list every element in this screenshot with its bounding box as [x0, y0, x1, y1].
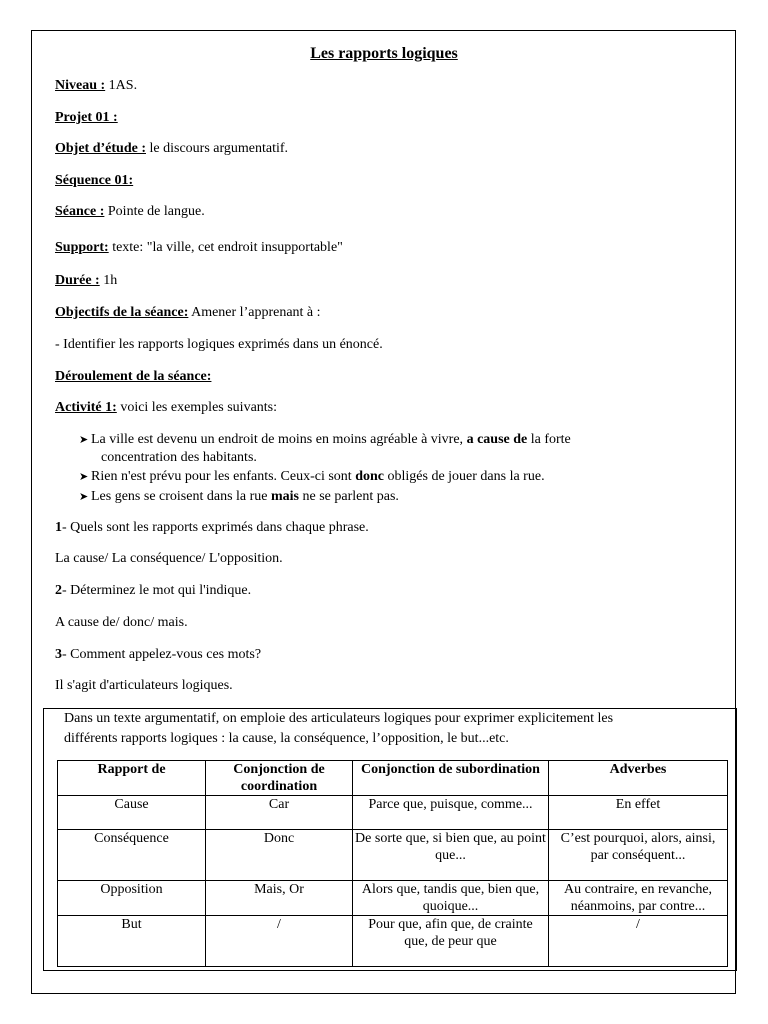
table-cell: De sorte que, si bien que, au point que... [353, 830, 549, 881]
table-cell: Car [206, 796, 353, 830]
niveau-line [55, 78, 137, 94]
example-item: ➤ Les gens se croisent dans la rue mais ne se parlent pas. [79, 489, 399, 504]
objectif-item: - Identifier les rapports logiques exprimés dans un énoncé. [55, 337, 383, 352]
table-row [58, 796, 728, 830]
table-cell: Pour que, afin que, de crainte que, de peur que [353, 916, 549, 967]
duree-line [55, 273, 117, 289]
summary-text [64, 709, 704, 749]
table-cell: Conséquence [58, 830, 206, 881]
table-cell: En effet [549, 796, 728, 830]
table-header-cell: Conjonction de coordination [206, 761, 353, 796]
table-header-cell: Conjonction de subordination [353, 761, 549, 796]
question-3: 3- Comment appelez-vous ces mots? [55, 647, 262, 662]
example-item-continuation: concentration des habitants. [101, 450, 257, 465]
table-cell: / [549, 916, 728, 967]
seance-line [55, 204, 205, 220]
duree-value: 1h [99, 273, 118, 288]
table-cell: Alors que, tandis que, bien que, quoique... [353, 881, 549, 916]
table-cell: Cause [58, 796, 206, 830]
activite-label: Activité 1: [55, 400, 117, 415]
objet-label: Objet d’étude : [55, 141, 146, 156]
objectifs-line [55, 305, 321, 321]
sequence-label: Séquence 01: [55, 173, 134, 188]
sequence-line [55, 173, 133, 189]
logical-relations-table [57, 760, 728, 967]
example-item: ➤ Rien n'est prévu pour les enfants. Ceux-ci sont donc obligés de jouer dans la rue. [79, 469, 545, 484]
deroulement-line [55, 369, 211, 385]
example-item: ➤ La ville est devenu un endroit de moins en moins agréable à vivre, a cause de la forte [79, 432, 571, 447]
question-2: 2- Déterminez le mot qui l'indique. [55, 583, 252, 598]
question-1: 1- Quels sont les rapports exprimés dans chaque phrase. [55, 520, 369, 535]
table-cell: Mais, Or [206, 881, 353, 916]
summary-line-2: différents rapports logiques : la cause, la conséquence, l’opposition, le but...etc. [64, 731, 509, 746]
table-cell: / [206, 916, 353, 967]
table-cell: C’est pourquoi, alors, ainsi, par conséquent... [549, 830, 728, 881]
objectifs-value: Amener l’apprenant à : [188, 305, 321, 320]
arrow-bullet-icon: ➤ [79, 471, 89, 483]
projet-line [55, 110, 118, 126]
support-label: Support: [55, 240, 109, 255]
answer-2: A cause de/ donc/ mais. [55, 615, 188, 630]
activite-value: voici les exemples suivants: [116, 400, 278, 415]
support-value: texte: "la ville, cet endroit insupportable" [108, 240, 343, 255]
table-cell: Au contraire, en revanche, néanmoins, par contre... [549, 881, 728, 916]
table-row [58, 916, 728, 967]
arrow-bullet-icon: ➤ [79, 434, 89, 446]
table-cell: Donc [206, 830, 353, 881]
deroulement-label: Déroulement de la séance: [55, 369, 212, 384]
table-cell: Opposition [58, 881, 206, 916]
answer-3: Il s'agit d'articulateurs logiques. [55, 678, 233, 693]
table-header-cell: Rapport de [58, 761, 206, 796]
page-title: Les rapports logiques [310, 45, 458, 62]
table-cell: But [58, 916, 206, 967]
seance-value: Pointe de langue. [104, 204, 205, 219]
table-cell: Parce que, puisque, comme... [353, 796, 549, 830]
projet-label: Projet 01 : [55, 110, 118, 125]
duree-label: Durée : [55, 273, 100, 288]
table-header-cell: Adverbes [549, 761, 728, 796]
activite-line [55, 400, 277, 416]
table-header-row [58, 761, 728, 796]
support-line [55, 240, 343, 256]
answer-1: La cause/ La conséquence/ L'opposition. [55, 551, 283, 566]
table-row [58, 830, 728, 881]
summary-line-1: Dans un texte argumentatif, on emploie des articulateurs logiques pour exprimer explicitement les [64, 711, 614, 726]
seance-label: Séance : [55, 204, 105, 219]
objectifs-label: Objectifs de la séance: [55, 305, 189, 320]
objet-value: le discours argumentatif. [146, 141, 289, 156]
arrow-bullet-icon: ➤ [79, 491, 89, 503]
niveau-label: Niveau : [55, 78, 106, 93]
table-row [58, 881, 728, 916]
niveau-value: 1AS. [105, 78, 138, 93]
objet-line [55, 141, 288, 157]
